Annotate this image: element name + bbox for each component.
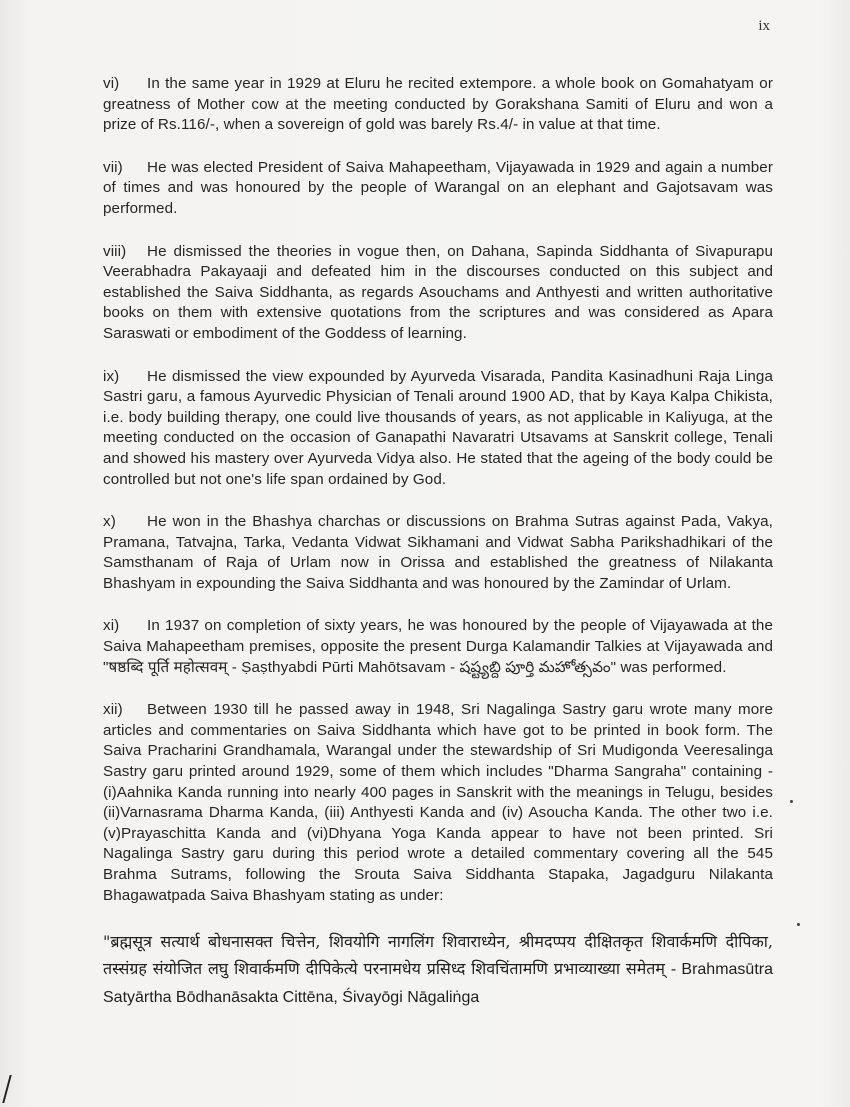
quote-devanagari: "ब्रह्मसूत्र सत्यार्थ बोधनासक्त चित्तेन, शिवयोगि नागलिंग शिवाराध्येन, श्रीमदप्पय दीक्षितकृत शिवार्कमणि दीपिका, तस्संग्रह संयोजित लघु शिवार्कमणि दीपिकेत्ये परनामधेय प्रसिध्द शिवचिंतामणि प्रभाव्याख्या समेतम् <box>103 932 773 979</box>
item-number: xi) <box>103 617 120 635</box>
paragraph-vii <box>103 158 773 220</box>
paragraph-text: He dismissed the view expounded by Ayurveda Visarada, Pandita Kasinadhuni Raja Linga Sastri garu, a famous Ayurvedic Physician of Tenali around 1900 AD, that by Kaya Kalpa Chikista, i.e. body building therapy, one could live thousands of years, as not applicable in Kaliyuga, at the meeting conducted on the occasion of Ganapathi Navaratri Utsavams at Sanskrit college, Tenali and showed his mastery over Ayurveda Vidya also. He stated that the ageing of the body could be controlled but not one's life span ordained by God. <box>103 367 773 488</box>
paragraph-text: Between 1930 till he passed away in 1948, Sri Nagalinga Sastry garu wrote many more articles and commentaries on Saiva Siddhanta which have got to be printed in book form. The Saiva Pracharini Grandhamala, Warangal under the stewardship of Sri Mudigonda Veeresalinga Sastry garu printed around 1929, some of them which includes "Dharma Sangraha" containing - (i)Aahnika Kanda running into nearly 400 pages in Sanskrit with the meanings in Telugu, besides (ii)Varnasrama Dharma Kanda, (iii) Anthyesti Kanda and (iv) Asoucha Kanda. The other two i.e. (v)Prayaschitta Kanda and (vi)Dhyana Yoga Kanda appear to have not been printed. Sri Nagalinga Sastry garu during this period wrote a detailed commentary covering all the 545 Brahma Sutrams, following the Srouta Saiva Siddhanta Stapaka, Jagadguru Nilakanta Bhagawatpada Saiva Bhashyam stating as under: <box>103 701 773 904</box>
paragraph-vi <box>103 74 773 136</box>
page-body <box>103 74 773 1011</box>
paragraph-text: He dismissed the theories in vogue then, on Dahana, Sapinda Siddhanta of Sivapurapu Veerabhadra Pakayaaji and defeated him in the discourses conducted on this subject and established the Saiva Siddhanta, as regards Asouchams and Anthyesti and written authoritative books on them with extensive quotations from the scriptures and was considered as Apara Saraswati or embodiment of the Goddess of learning. <box>103 242 773 342</box>
margin-pen-mark <box>2 1075 18 1103</box>
paragraph-x <box>103 512 773 594</box>
item-number: vi) <box>103 75 120 92</box>
scan-speck <box>790 800 793 803</box>
sanskrit-quote <box>103 928 773 1011</box>
paragraph-viii <box>103 242 773 345</box>
quote-transliteration: - Brahmasūtra Satyārtha Bōdhanāsakta Cittēna, Śivayōgi Nāgaliṅga <box>103 961 773 1007</box>
paragraph-text: He was elected President of Saiva Mahapeetham, Vijayawada in 1929 and again a number of times and was honoured by the people of Warangal on an elephant and Gajotsavam was performed. <box>103 158 773 217</box>
paragraph-text: In 1937 on completion of sixty years, he was honoured by the people of Vijayawada at the Saiva Mahapeetham premises, opposite the present Durga Kalamandir Talkies at Vijayawada and "षष्ठब्दि पूर्ति महोत्सवम् - Ṣaṣthyabdi Pūrti Mahōtsavam - షష్ట్యబ్ది పూర్తి మహోత్సవం" was performed. <box>103 617 773 676</box>
paragraph-text: He won in the Bhashya charchas or discussions on Brahma Sutras against Pada, Vakya, Pramana, Tatvajna, Tarka, Vedanta Vidwat Sikhamani and Vidwat Sabha Parikshadhikari of the Samsthanam of Raja of Urlam now in Orissa and established the greatness of Nilakanta Bhashyam in expounding the Saiva Siddhanta and was honoured by the Zamindar of Urlam. <box>103 513 773 592</box>
paragraph-xii <box>103 700 773 906</box>
item-number: ix) <box>103 367 120 385</box>
paragraph-xi <box>103 616 773 678</box>
item-number: viii) <box>103 242 127 260</box>
paragraph-ix <box>103 367 773 491</box>
page-number: ix <box>758 18 770 34</box>
item-number: vii) <box>103 158 123 176</box>
item-number: xii) <box>103 701 123 719</box>
scan-speck <box>797 923 800 926</box>
item-number: x) <box>103 513 116 531</box>
paragraph-text: In the same year in 1929 at Eluru he recited extempore. a whole book on Gomahatyam or greatness of Mother cow at the meeting conducted by Gorakshana Samiti of Eluru and won a prize of Rs.116/-, when a sovereign of gold was barely Rs.4/- in value at that time. <box>103 75 773 134</box>
